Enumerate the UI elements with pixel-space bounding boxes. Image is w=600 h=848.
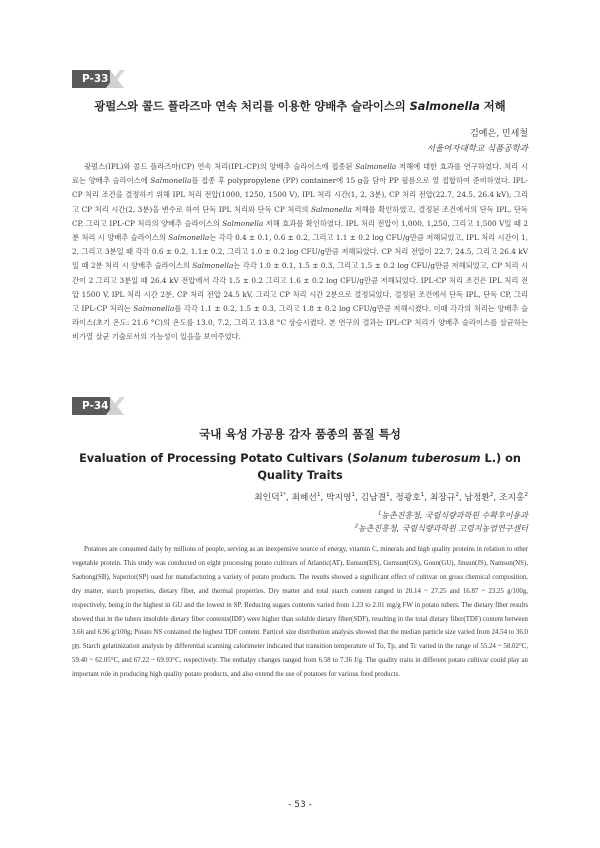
p33-title (0, 98, 600, 114)
affil-text: 농촌진흥청, 국립식량과학원 수확후이용과 (381, 511, 528, 520)
p34-authors: 최인덕$^{1*}$, 최혜선$^1$, 박지영$^1$, 김남결$^1$, 정광호$^1$, 최장규$^2$, 남정환$^2$, 조지홍$^2$ (254, 492, 528, 503)
p34-affiliation-1 (378, 510, 528, 521)
author-sup: 2 (455, 492, 459, 499)
affil-text: 농촌진흥청, 국립식량과학원 고령지농업연구센터 (358, 524, 528, 533)
p34-title-en (0, 450, 600, 484)
abstract-italic: Salmonella (192, 261, 234, 271)
p34-title-en-post: L.) on (480, 452, 521, 465)
author-name: 김남결 (360, 493, 387, 503)
abstract-italic: Salmonella (310, 204, 352, 214)
p34-tag-label: P-34 (82, 400, 109, 412)
abstract-italic: Salmonella (222, 218, 264, 228)
p34-tag (72, 397, 110, 415)
p34-title-en-line2: Quality Traits (257, 469, 343, 482)
p33-tag-label: P-33 (82, 73, 109, 85)
p33-title-italic: Salmonella (409, 100, 480, 113)
author-sup: 1* (279, 492, 286, 499)
abstract-text: 를 각각 1.1 ± 0.2, 1.5 ± 0.3, 그리고 1.8 ± 0.2 log CFU/g만큼 저해시켰다. 이때 각각의 처리는 양배추 슬라이스(초기 온도: 21.6 °C)의 온도를 13.0, 7.2, 그리고 13.8 °C 상승시켰다. 본 연구의 결과는 IPL-CP 처리가 양배추 슬라이스를 살균하는 비가열 살균 기술로서의 가능성이 있음을 보여주었다. (72, 304, 529, 342)
affil-sup: 1 (378, 510, 382, 517)
tag-stripe (106, 397, 125, 415)
author-name: 최인덕 (254, 493, 280, 503)
p33-abstract-paragraph (72, 160, 528, 345)
author-sup: 2 (524, 492, 528, 499)
affil-sup: 2 (354, 523, 359, 530)
p33-affiliation: 서울여자대학교 식품공학과 (426, 144, 528, 154)
tag-stripe (106, 70, 125, 88)
author-sup: 1 (316, 492, 321, 499)
author-name: 남정환 (464, 493, 490, 503)
p33-abstract (72, 160, 528, 345)
p33-title-end: 저해 (483, 100, 506, 113)
author-name: 최혜선 (291, 493, 317, 503)
page-number: - 53 - (288, 800, 312, 810)
abstract-text: 는 각각 1.0 ± 0.1, 1.5 ± 0.3, 그리고 1.5 ± 0.2 log CFU/g만큼 저해되었고, CP 처리 시간이 2 그리고 3분일 때 26.4 kV 전압에서 각각 1.5 ± 0.2 그리고 1.6 ± 0.2 log CFU/g만큼 저해되었다. IPL-CP 처리 조건은 IPL 처리 전압 1500 V, IPL 처리 시간 2분, CP 처리 전압 24.5 kV, 그리고 CP 처리 시간 2분으로 결정되었다. 결정된 조건에서 단독 IPL, 단독 CP, 그리고 IPL-CP 처리는 (72, 261, 528, 314)
author-sup: 1 (420, 492, 425, 499)
abstract-italic: Salmonella (150, 176, 192, 186)
abstract-italic: Salmonella (168, 233, 210, 243)
abstract-text: 광펄스(IPL)와 콜드 플라즈마(CP) 연속 처리(IPL-CP)의 양배추 슬라이스에 접종된 (84, 162, 356, 171)
author-name: 조지홍 (499, 493, 525, 503)
p33-tag (72, 70, 110, 88)
author-name: 박지영 (326, 493, 352, 503)
p34-title-en-italic: Solanum tuberosum (352, 452, 481, 465)
p34-abstract-paragraph: Potatoes are consumed daily by millions of people, serving as an inexpensive source of energy, vitamin C, minerals and high quality proteins in relation to other vegetable protein. This study was conducted on eight processing potato cultivars of Atlantic(AT), Eunsun(ES), Gumsun(GS), Goun(GU), Jinsun(JS), Namsun(NS), Saebong(SB), Superior(SP) used for manufacturing a variety of potato products. The results showed a significant effect of cultivar on gross chemical composition, dry matter, starch properties, dietary fiber, and thermal properties. Dry matter and total starch content ranged in 20.14 ~ 27.25 and 16.87 ~ 23.25 g/100g, respectively, being in the highest in GU and the lowest in SP. Reducing sugars contents varied from 1.23 to 2.01 mg/g FW in potato tubers. The dietary fiber results showed that in the tubers insoluble dietary fiber contents(IDF) were higher than soluble dietary fiber(SDF), resulting in the total dietary fiber(TDF) content between 3.66 and 6.96 g/100g; Potato NS contained the highest TDF content. Particel size distribution analysis showed that the median particle size varied from 24.54 to 36.0 ㎛. Starch gelatinization analysis by differential scanning calorimeter indicated that transition temperature of To, Tp, and Tc varied in the range of 55.24 ~ 58.02°C, 59.40 ~ 62.05°C, and 67.22 ~ 69.93°C, respectively. The enthalpy changes ranged from 6.58 to 7.36 J/g. The quality traits in different potato cultivar could play an important role in producing high quality potato products, and also extend the use of potatoes for various food products. (72, 546, 528, 679)
abstract-text: 를 접종 후 polypropylene (PP) container에 15 g을 담아 PP 필름으로 열 접합하여 준비하였다. IPL-CP 처리 조건을 결정하기 위해 IPL 처리 전압(1000, 1250, 1500 V), IPL 처리 시간(1, 2, 3분), CP 처리 전압(22.7, 24.5, 26.4 kV), 그리고 CP 처리 시간(2, 3분)을 변수로 하여 단독 IPL 처리와 단독 CP 처리의 (72, 176, 528, 214)
author-sup: 1 (386, 492, 390, 499)
abstract-text: 는 각각 0.4 ± 0.1, 0.6 ± 0.2, 그리고 1.1 ± 0.2 log CFU/g만큼 저해되었고, IPL 처리 시간이 1, 2, 그리고 3분일 때 각각 0.6 ± 0.2, 1.1± 0.2, 그리고 1.0 ± 0.2 log CFU/g만큼 저해되었다. CP 처리 전압이 22.7, 24.5, 그리고 26.4 kV 일 때 2분 처리 시 양배추 슬라이스의 (72, 233, 528, 271)
p34-abstract (72, 543, 528, 682)
author-sup: 1 (351, 492, 356, 499)
abstract-italic: Salmonella (355, 162, 397, 171)
p34-title-en-pre: Evaluation of Processing Potato Cultivars ( (79, 452, 353, 465)
p34-title-ko: 국내 육성 가공용 감자 품종의 품질 특성 (199, 427, 401, 441)
author-sup: 2 (489, 492, 494, 499)
p33-authors: 김예은, 민세철 (470, 129, 528, 139)
abstract-text: 저해에 대한 효과를 연구하였다. 처리 시료는 양배추 슬라이스에 (72, 162, 529, 186)
p34-affiliation-2 (355, 523, 528, 534)
abstract-text: 저해 효과를 확인하였다. IPL 처리 전압이 1,000, 1,250, 그리고 1,500 V일 때 2분 처리 시 양배추 슬라이스의 (72, 218, 528, 243)
abstract-text: 저해를 확인하였고, 결정된 조건에서의 단독 IPL, 단독 CP, 그리고 IPL-CP 처리의 양배추 슬라이스의 (72, 204, 528, 228)
abstract-italic: Salmonella (133, 304, 175, 314)
author-name: 최장규 (429, 493, 456, 503)
p34-title-en-line1 (0, 450, 600, 467)
author-name: 정광호 (395, 493, 421, 503)
p33-title-ko: 광펄스와 콜드 플라즈마 연속 처리를 이용한 양배추 슬라이스의 (94, 100, 406, 113)
